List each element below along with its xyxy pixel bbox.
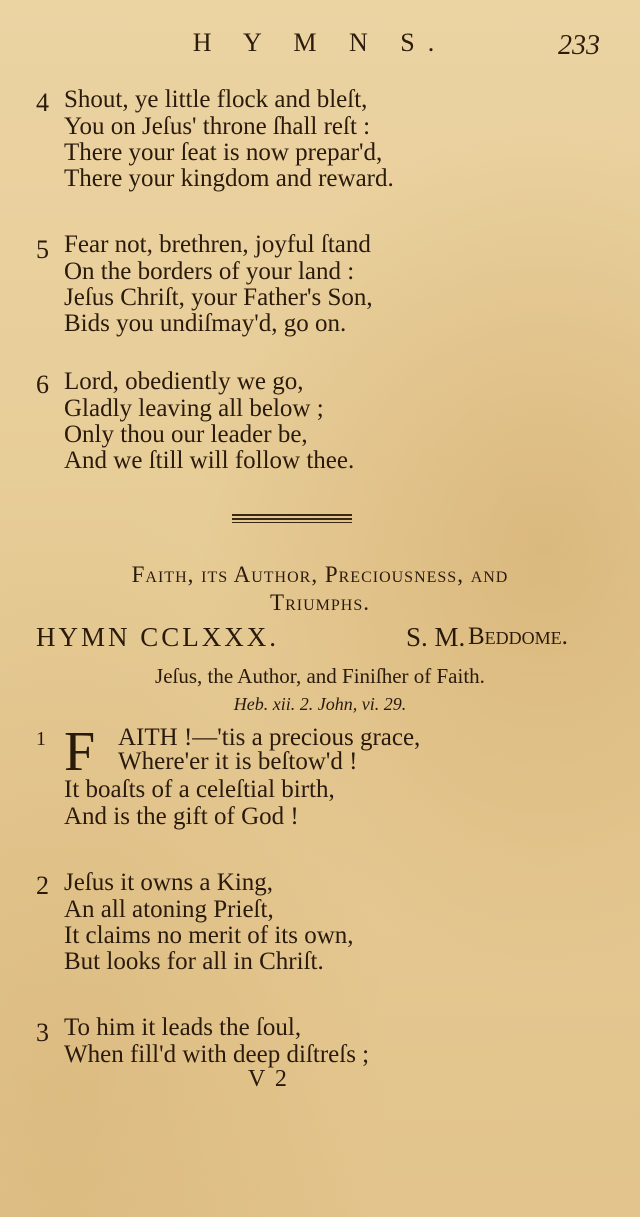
stanza-line: It claims no merit of its own, <box>64 922 354 949</box>
section-title-line-2: Triumphs. <box>270 590 370 615</box>
signature-mark: V 2 <box>248 1066 289 1092</box>
section-divider <box>232 514 352 524</box>
stanza-number: 3 <box>36 1018 49 1047</box>
stanza-line: There your ſeat is now prepar'd, <box>64 139 383 166</box>
stanza-line: Jeſus Chriſt, your Father's Son, <box>64 284 373 311</box>
stanza-number: 1 <box>36 728 46 750</box>
stanza-line: Only thou our leader be, <box>64 421 308 448</box>
hymn-number: HYMN CCLXXX. <box>36 622 280 652</box>
stanza-number: 2 <box>36 871 49 900</box>
section-title-line-1: Faith, its Author, Preciousness, and <box>131 562 509 587</box>
stanza-line: It boaſts of a celeſtial birth, <box>64 776 335 803</box>
running-header: H Y M N S. <box>192 28 448 57</box>
hymn-heading <box>36 622 616 653</box>
scripture-references: Heb. xii. 2. John, vi. 29. <box>233 694 407 714</box>
stanza-line: Shout, ye little flock and bleſt, <box>64 86 368 113</box>
stanza-line: An all atoning Prieſt, <box>64 896 274 923</box>
stanza-line: Lord, obediently we go, <box>64 368 304 395</box>
stanza-line: But looks for all in Chriſt. <box>64 948 324 975</box>
stanza-line: And we ſtill will follow thee. <box>64 447 355 474</box>
stanza-number: 4 <box>36 88 49 117</box>
hymn-meter: S. M. <box>406 622 466 652</box>
stanza-line: On the borders of your land : <box>64 258 355 285</box>
stanza-line: You on Jeſus' throne ſhall reſt : <box>64 113 371 140</box>
stanza-line: When fill'd with deep diſtreſs ; <box>64 1041 370 1068</box>
stanza-line: Fear not, brethren, joyful ſtand <box>64 231 371 258</box>
hymn-author: Beddome. <box>468 623 568 650</box>
stanza-line: AITH !—'tis a precious grace, <box>118 724 421 751</box>
drop-cap-letter: F <box>64 721 96 783</box>
stanza-line: And is the gift of God ! <box>64 803 299 830</box>
hymn-subtitle: Jeſus, the Author, and Finiſher of Faith. <box>155 664 485 688</box>
stanza-line: There your kingdom and reward. <box>64 165 394 192</box>
stanza-line: To him it leads the ſoul, <box>64 1014 302 1041</box>
stanza-line: Gladly leaving all below ; <box>64 395 324 422</box>
stanza-line: Where'er it is beſtow'd ! <box>118 748 358 775</box>
page-number: 233 <box>558 30 600 61</box>
stanza-line: Bids you undiſmay'd, go on. <box>64 310 347 337</box>
stanza-number: 6 <box>36 370 49 399</box>
stanza-number: 5 <box>36 235 49 264</box>
stanza-line: Jeſus it owns a King, <box>64 869 274 896</box>
